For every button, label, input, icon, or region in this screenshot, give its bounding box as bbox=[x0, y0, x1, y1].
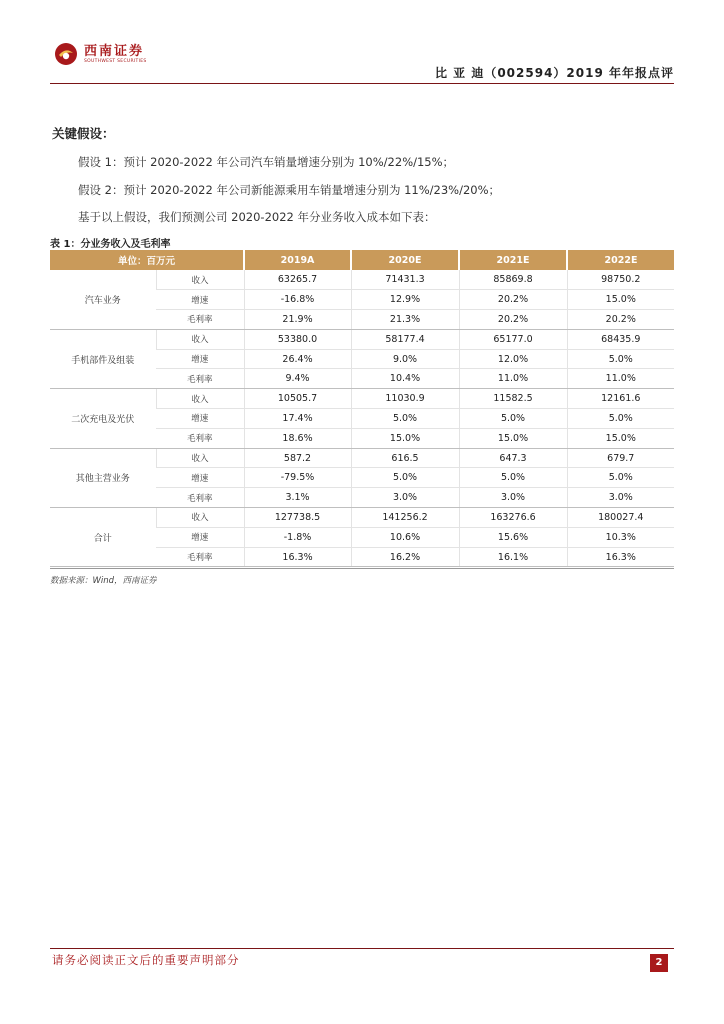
metric-label: 毛利率 bbox=[156, 310, 244, 330]
table-row bbox=[50, 329, 674, 349]
logo-mark-icon bbox=[54, 42, 78, 66]
value-cell: 5.0% bbox=[459, 409, 567, 429]
value-cell: 3.0% bbox=[351, 488, 459, 508]
value-cell: 16.2% bbox=[351, 547, 459, 567]
value-cell: 12.9% bbox=[351, 290, 459, 310]
value-cell: 141256.2 bbox=[351, 508, 459, 528]
value-cell: 10.3% bbox=[567, 527, 674, 547]
logo-name-en: SOUTHWEST SECURITIES bbox=[84, 58, 147, 64]
value-cell: 12.0% bbox=[459, 349, 567, 369]
header-2021e: 2021E bbox=[459, 250, 567, 270]
value-cell: 53380.0 bbox=[244, 329, 351, 349]
metric-label: 增速 bbox=[156, 290, 244, 310]
header-2022e: 2022E bbox=[567, 250, 674, 270]
value-cell: 21.9% bbox=[244, 310, 351, 330]
value-cell: 15.0% bbox=[567, 290, 674, 310]
value-cell: 11.0% bbox=[459, 369, 567, 389]
metric-label: 收入 bbox=[156, 389, 244, 409]
header-unit: 单位：百万元 bbox=[50, 250, 244, 270]
value-cell: 5.0% bbox=[567, 468, 674, 488]
metric-label: 增速 bbox=[156, 349, 244, 369]
header-2019a: 2019A bbox=[244, 250, 351, 270]
company-logo bbox=[54, 42, 147, 66]
metric-label: 增速 bbox=[156, 468, 244, 488]
forecast-intro: 基于以上假设，我们预测公司 2020-2022 年分业务收入成本如下表： bbox=[78, 210, 436, 224]
value-cell: 15.0% bbox=[351, 428, 459, 448]
metric-label: 收入 bbox=[156, 270, 244, 290]
value-cell: 68435.9 bbox=[567, 329, 674, 349]
value-cell: 26.4% bbox=[244, 349, 351, 369]
value-cell: 16.3% bbox=[567, 547, 674, 567]
value-cell: 5.0% bbox=[351, 409, 459, 429]
table-row bbox=[50, 508, 674, 528]
value-cell: 616.5 bbox=[351, 448, 459, 468]
value-cell: 9.4% bbox=[244, 369, 351, 389]
metric-label: 毛利率 bbox=[156, 428, 244, 448]
value-cell: 20.2% bbox=[459, 290, 567, 310]
value-cell: 20.2% bbox=[567, 310, 674, 330]
value-cell: 679.7 bbox=[567, 448, 674, 468]
value-cell: 5.0% bbox=[567, 349, 674, 369]
table-row bbox=[50, 389, 674, 409]
header-2020e: 2020E bbox=[351, 250, 459, 270]
value-cell: 127738.5 bbox=[244, 508, 351, 528]
value-cell: 10.6% bbox=[351, 527, 459, 547]
value-cell: 10505.7 bbox=[244, 389, 351, 409]
metric-label: 增速 bbox=[156, 409, 244, 429]
value-cell: -16.8% bbox=[244, 290, 351, 310]
metric-label: 增速 bbox=[156, 527, 244, 547]
data-source: 数据来源：Wind，西南证券 bbox=[50, 576, 157, 586]
table-row bbox=[50, 448, 674, 468]
value-cell: -1.8% bbox=[244, 527, 351, 547]
value-cell: 16.3% bbox=[244, 547, 351, 567]
page-header bbox=[50, 38, 674, 86]
value-cell: 17.4% bbox=[244, 409, 351, 429]
value-cell: 3.1% bbox=[244, 488, 351, 508]
assumption-2: 假设 2：预计 2020-2022 年公司新能源乘用车销量增速分别为 11%/23%/20%； bbox=[78, 183, 501, 197]
value-cell: 65177.0 bbox=[459, 329, 567, 349]
table-bottom-rule bbox=[50, 568, 674, 569]
assumption-1: 假设 1：预计 2020-2022 年公司汽车销量增速分别为 10%/22%/15%； bbox=[78, 155, 455, 169]
footer-divider bbox=[50, 948, 674, 949]
metric-label: 毛利率 bbox=[156, 369, 244, 389]
value-cell: 11.0% bbox=[567, 369, 674, 389]
table-row bbox=[50, 270, 674, 290]
logo-text bbox=[84, 44, 147, 65]
segment-table-grid bbox=[50, 250, 674, 567]
header-divider bbox=[50, 83, 674, 84]
value-cell: 58177.4 bbox=[351, 329, 459, 349]
footer-disclaimer: 请务必阅读正文后的重要声明部分 bbox=[52, 953, 240, 967]
value-cell: 647.3 bbox=[459, 448, 567, 468]
value-cell: 3.0% bbox=[567, 488, 674, 508]
value-cell: 15.0% bbox=[567, 428, 674, 448]
segment-name: 汽车业务 bbox=[50, 270, 156, 329]
value-cell: 11582.5 bbox=[459, 389, 567, 409]
value-cell: 9.0% bbox=[351, 349, 459, 369]
metric-label: 收入 bbox=[156, 329, 244, 349]
value-cell: 18.6% bbox=[244, 428, 351, 448]
value-cell: 21.3% bbox=[351, 310, 459, 330]
value-cell: 16.1% bbox=[459, 547, 567, 567]
table-header-row bbox=[50, 250, 674, 270]
segment-name: 合计 bbox=[50, 508, 156, 567]
segment-table bbox=[50, 250, 674, 567]
value-cell: 5.0% bbox=[351, 468, 459, 488]
segment-name: 二次充电及光伏 bbox=[50, 389, 156, 448]
value-cell: -79.5% bbox=[244, 468, 351, 488]
value-cell: 12161.6 bbox=[567, 389, 674, 409]
metric-label: 毛利率 bbox=[156, 488, 244, 508]
segment-name: 其他主营业务 bbox=[50, 448, 156, 507]
value-cell: 11030.9 bbox=[351, 389, 459, 409]
value-cell: 98750.2 bbox=[567, 270, 674, 290]
value-cell: 163276.6 bbox=[459, 508, 567, 528]
value-cell: 15.0% bbox=[459, 428, 567, 448]
metric-label: 收入 bbox=[156, 508, 244, 528]
value-cell: 10.4% bbox=[351, 369, 459, 389]
value-cell: 71431.3 bbox=[351, 270, 459, 290]
logo-name-cn: 西南证券 bbox=[84, 43, 145, 59]
segment-name: 手机部件及组装 bbox=[50, 329, 156, 388]
value-cell: 85869.8 bbox=[459, 270, 567, 290]
value-cell: 180027.4 bbox=[567, 508, 674, 528]
value-cell: 3.0% bbox=[459, 488, 567, 508]
page-number: 2 bbox=[650, 954, 668, 972]
value-cell: 20.2% bbox=[459, 310, 567, 330]
value-cell: 63265.7 bbox=[244, 270, 351, 290]
metric-label: 收入 bbox=[156, 448, 244, 468]
value-cell: 5.0% bbox=[459, 468, 567, 488]
section-title: 关键假设： bbox=[52, 126, 115, 141]
table-body bbox=[50, 270, 674, 567]
report-title: 比 亚 迪（002594）2019 年年报点评 bbox=[434, 66, 674, 80]
table-caption: 表 1：分业务收入及毛利率 bbox=[50, 239, 171, 250]
value-cell: 15.6% bbox=[459, 527, 567, 547]
value-cell: 587.2 bbox=[244, 448, 351, 468]
metric-label: 毛利率 bbox=[156, 547, 244, 567]
value-cell: 5.0% bbox=[567, 409, 674, 429]
